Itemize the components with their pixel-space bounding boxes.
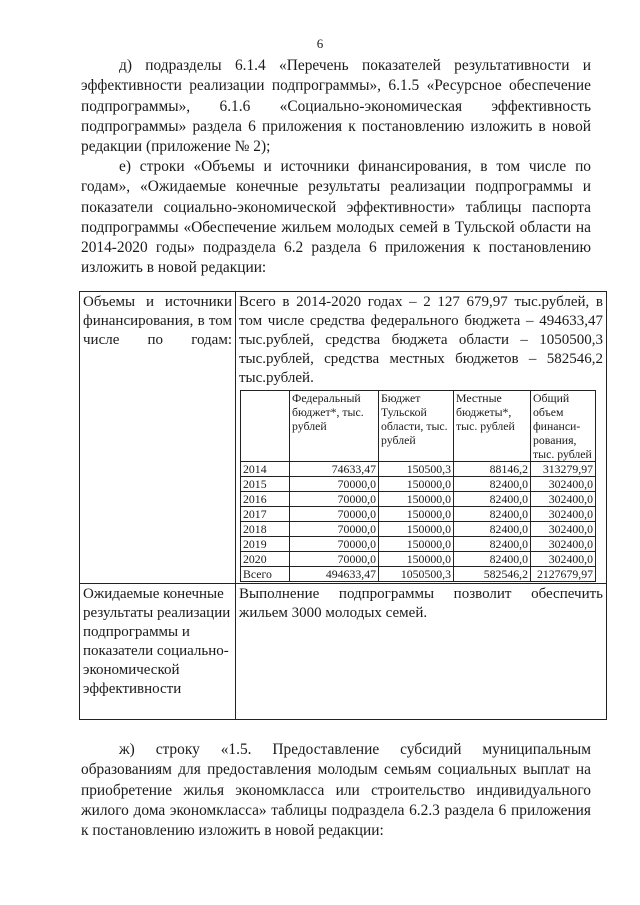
paragraph-d: д) подразделы 6.1.4 «Перечень показателей результативности и эффективности реализации подпрограммы», 6.1.5 «Ресурсное обеспечение подпрограммы», 6.1.6 «Социально-экономическая эффективность подпрограммы» раздела 6 приложения к постановлению изложить в новой редакции (приложение № 2); bbox=[81, 57, 591, 156]
year-cell: 2020 bbox=[241, 552, 290, 567]
amount-cell: 150000,0 bbox=[379, 492, 454, 507]
financing-by-year-table bbox=[240, 390, 596, 582]
results-label: Ожидаемые конечные результаты реализации подпрограммы и показатели социально-экономической эффективности bbox=[80, 584, 236, 720]
amount-cell: 82400,0 bbox=[454, 552, 531, 567]
financing-summary: Всего в 2014-2020 годах – 2 127 679,97 тыс.рублей, в том числе средства федерального бюджета – 494633,47 тыс.рублей, средства бюджета области – 1050500,3 тыс.рублей, средства местных бюджетов – 582546,2 тыс.рублей. bbox=[239, 294, 603, 386]
year-cell: 2017 bbox=[241, 507, 290, 522]
amount-cell: 70000,0 bbox=[290, 537, 379, 552]
inner-header-cell bbox=[241, 391, 290, 462]
year-cell: 2016 bbox=[241, 492, 290, 507]
amount-cell: 302400,0 bbox=[531, 522, 596, 537]
financing-cell bbox=[236, 292, 607, 584]
amount-cell: 70000,0 bbox=[290, 522, 379, 537]
page-number: 6 bbox=[316, 36, 324, 51]
amount-cell: 302400,0 bbox=[531, 552, 596, 567]
amount-cell: 70000,0 bbox=[290, 492, 379, 507]
amount-cell: 88146,2 bbox=[454, 462, 531, 477]
amount-cell: 313279,97 bbox=[531, 462, 596, 477]
inner-header-row bbox=[241, 391, 596, 462]
year-cell: Всего bbox=[241, 567, 290, 582]
amount-cell: 150000,0 bbox=[379, 537, 454, 552]
amount-cell: 150000,0 bbox=[379, 507, 454, 522]
amount-cell: 82400,0 bbox=[454, 507, 531, 522]
inner-table-row bbox=[241, 477, 596, 492]
amount-cell: 150000,0 bbox=[379, 522, 454, 537]
amount-cell: 82400,0 bbox=[454, 492, 531, 507]
amount-cell: 494633,47 bbox=[290, 567, 379, 582]
inner-table-row bbox=[241, 507, 596, 522]
amount-cell: 302400,0 bbox=[531, 537, 596, 552]
inner-table-row bbox=[241, 462, 596, 477]
amount-cell: 302400,0 bbox=[531, 477, 596, 492]
paragraph-e: е) строки «Объемы и источники финансирования, в том числе по годам», «Ожидаемые конечные результаты реализации подпрограммы и показатели социально-экономической эффективности» таблицы паспорта подпрограммы «Обеспечение жильем молодых семей в Тульской области на 2014-2020 годы» подраздела 6.2 раздела 6 приложения к постановлению изложить в новой редакции: bbox=[81, 158, 591, 277]
results-row bbox=[80, 584, 607, 720]
amount-cell: 70000,0 bbox=[290, 507, 379, 522]
amount-cell: 82400,0 bbox=[454, 522, 531, 537]
paragraph-zh: ж) строку «1.5. Предоставление субсидий муниципальным образованиям для предоставления молодым семьям социальных выплат на приобретение жилья экономкласса или строительство индивидуального жилого дома экономкласса» таблицы подраздела 6.2.3 раздела 6 приложения к постановлению изложить в новой редакции: bbox=[81, 741, 591, 840]
inner-table-row bbox=[241, 537, 596, 552]
amount-cell: 302400,0 bbox=[531, 492, 596, 507]
amount-cell: 150000,0 bbox=[379, 477, 454, 492]
inner-header-cell: Местные бюджеты*, тыс. рублей bbox=[454, 391, 531, 462]
amount-cell: 150000,0 bbox=[379, 552, 454, 567]
passport-table bbox=[79, 291, 607, 720]
inner-header-cell: Общий объем финанси-рования, тыс. рублей bbox=[531, 391, 596, 462]
amount-cell: 150500,3 bbox=[379, 462, 454, 477]
year-cell: 2019 bbox=[241, 537, 290, 552]
inner-header-cell: Бюджет Тульской области, тыс. рублей bbox=[379, 391, 454, 462]
amount-cell: 1050500,3 bbox=[379, 567, 454, 582]
results-cell bbox=[236, 584, 607, 720]
amount-cell: 74633,47 bbox=[290, 462, 379, 477]
inner-table-row bbox=[241, 492, 596, 507]
year-cell: 2014 bbox=[241, 462, 290, 477]
amount-cell: 70000,0 bbox=[290, 477, 379, 492]
amount-cell: 302400,0 bbox=[531, 507, 596, 522]
inner-table-row bbox=[241, 522, 596, 537]
amount-cell: 82400,0 bbox=[454, 537, 531, 552]
amount-cell: 82400,0 bbox=[454, 477, 531, 492]
amount-cell: 582546,2 bbox=[454, 567, 531, 582]
inner-table-row bbox=[241, 567, 596, 582]
year-cell: 2015 bbox=[241, 477, 290, 492]
amount-cell: 70000,0 bbox=[290, 552, 379, 567]
financing-label: Объемы и источники финансирования, в том числе по годам: bbox=[80, 292, 236, 584]
inner-table-row bbox=[241, 552, 596, 567]
year-cell: 2018 bbox=[241, 522, 290, 537]
results-text: Выполнение подпрограммы позволит обеспечить жильем 3000 молодых семей. bbox=[239, 586, 603, 621]
inner-header-cell: Федеральный бюджет*, тыс. рублей bbox=[290, 391, 379, 462]
amount-cell: 2127679,97 bbox=[531, 567, 596, 582]
financing-row bbox=[80, 292, 607, 584]
